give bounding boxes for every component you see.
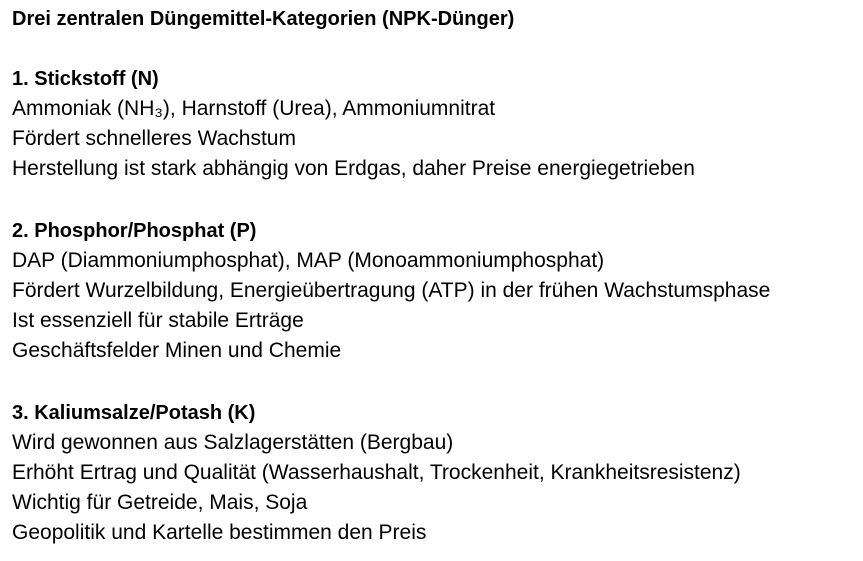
section-line: Wichtig für Getreide, Mais, Soja <box>12 491 308 514</box>
section-line: Geopolitik und Kartelle bestimmen den Preis <box>12 521 427 544</box>
section-heading: 2. Phosphor/Phosphat (P) <box>12 220 257 242</box>
section-line: DAP (Diammoniumphosphat), MAP (Monoammoniumphosphat) <box>12 249 605 272</box>
section-nitrogen <box>12 64 863 184</box>
section-line: Geschäftsfelder Minen und Chemie <box>12 339 342 362</box>
section-line: Ist essenziell für stabile Erträge <box>12 309 304 332</box>
section-potassium <box>12 398 863 548</box>
spacer <box>12 34 863 64</box>
section-phosphorus <box>12 216 863 366</box>
section-line: Wird gewonnen aus Salzlagerstätten (Bergbau) <box>12 431 454 454</box>
section-line: Ammoniak (NH₃), Harnstoff (Urea), Ammoniumnitrat <box>12 97 496 120</box>
section-heading: 3. Kaliumsalze/Potash (K) <box>12 402 256 424</box>
section-line: Herstellung ist stark abhängig von Erdgas, daher Preise energiegetrieben <box>12 157 695 180</box>
section-line: Fördert Wurzelbildung, Energieübertragung (ATP) in der frühen Wachstumsphase <box>12 279 771 302</box>
section-line: Erhöht Ertrag und Qualität (Wasserhaushalt, Trockenheit, Krankheitsresistenz) <box>12 461 741 484</box>
document-title: Drei zentralen Düngemittel-Kategorien (NPK-Dünger) <box>12 8 515 30</box>
section-line: Fördert schnelleres Wachstum <box>12 127 296 150</box>
section-heading: 1. Stickstoff (N) <box>12 68 159 90</box>
